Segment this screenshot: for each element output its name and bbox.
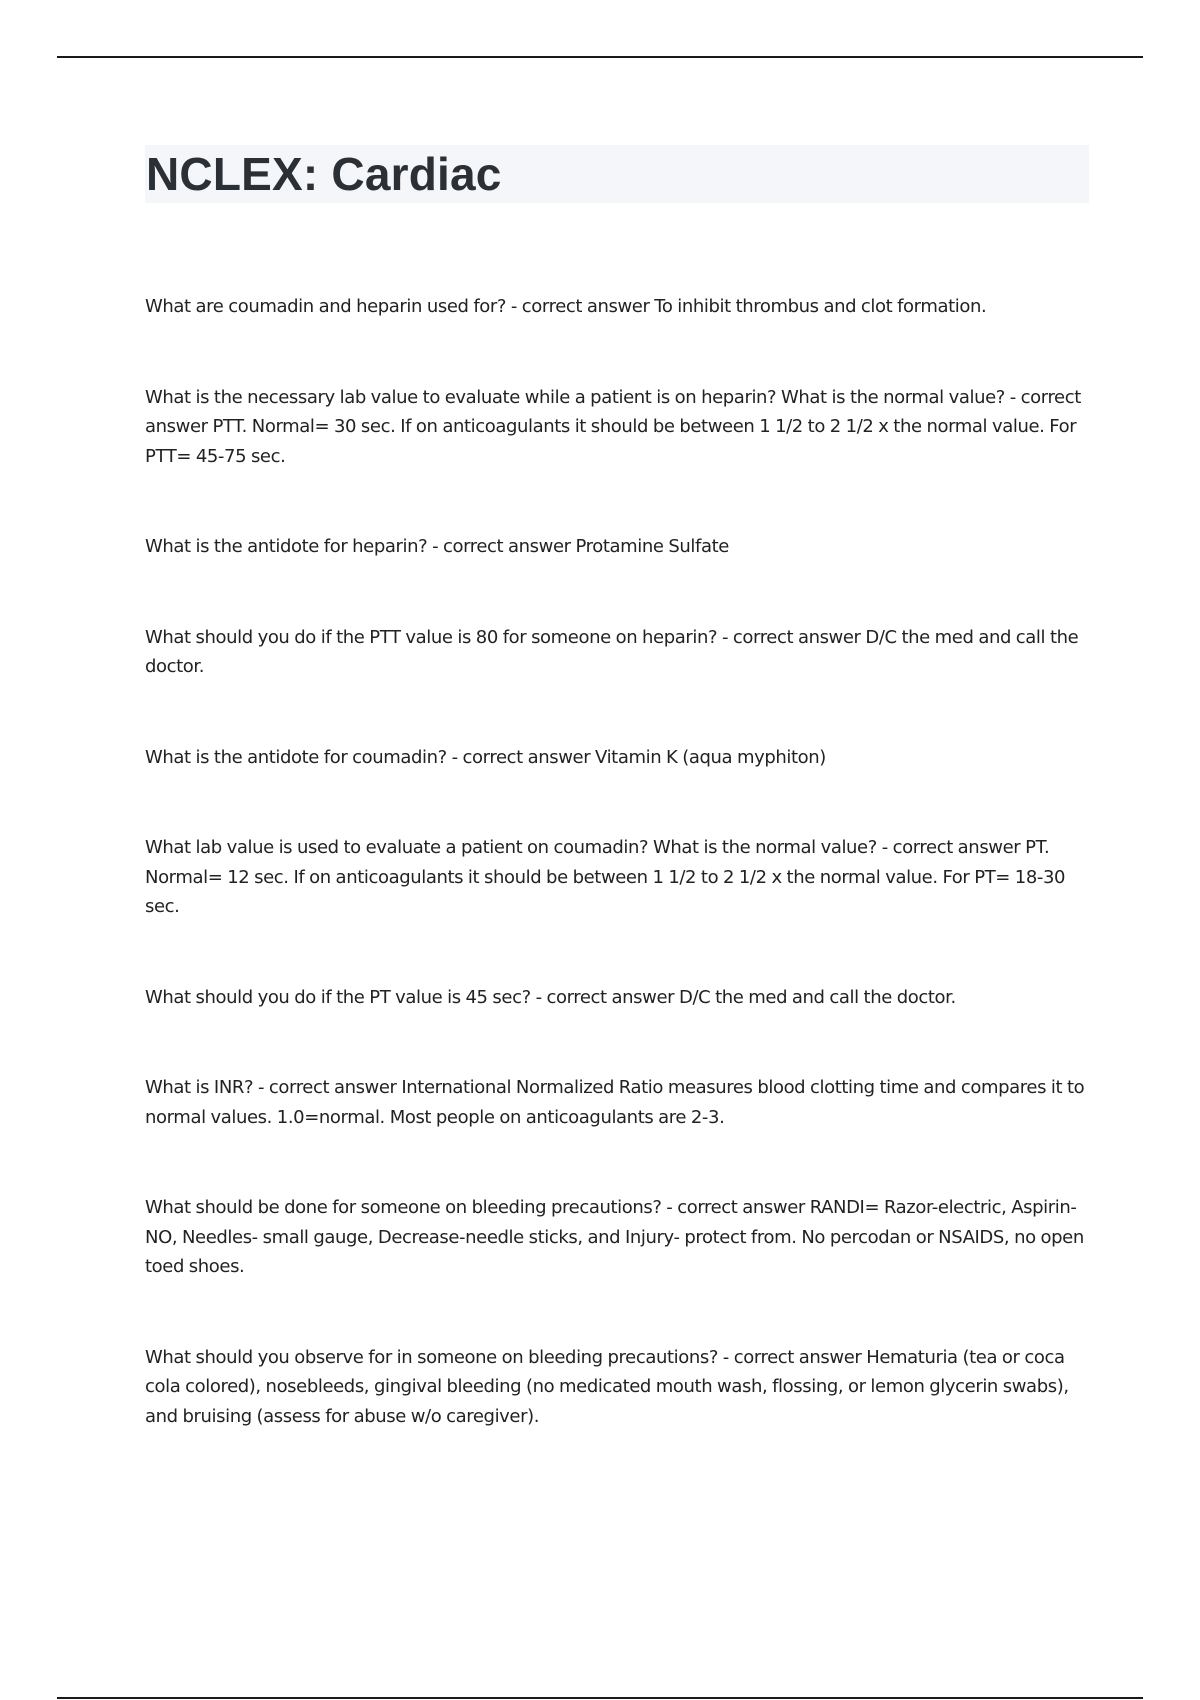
answer-separator: - correct answer (530, 986, 679, 1008)
answer-separator: - correct answer (661, 1197, 810, 1218)
answer-text: PT. Normal= 12 sec. If on anticoagulants it should be between 1 1/2 to 2 1/2 x the normal value. For PT= 18-30 sec. (145, 837, 1066, 917)
answer-text: RANDI= Razor-electric, Aspirin- NO, Needles- small gauge, Decrease-needle sticks, and Injury- protect from. No percodan or NSAIDS, no open toed shoes. (145, 1197, 1084, 1277)
qa-item (145, 383, 1090, 472)
answer-separator: - correct answer (427, 536, 576, 557)
answer-separator: - correct answer (717, 626, 866, 648)
page-title: NCLEX: Cardiac (146, 148, 502, 200)
question-text: What should be done for someone on bleeding precautions? (145, 1197, 662, 1218)
qa-item (145, 1193, 1090, 1282)
answer-text: D/C the med and call the doctor. (678, 986, 956, 1008)
question-text: What is the necessary lab value to evaluate while a patient is on heparin? What is the normal value? (145, 386, 1005, 408)
qa-item (145, 983, 1090, 1013)
qa-item (145, 1073, 1090, 1132)
question-text: What should you do if the PT value is 45 sec? (145, 986, 531, 1008)
qa-item (145, 1343, 1090, 1432)
answer-text: Hematuria (tea or coca cola colored), nosebleeds, gingival bleeding (no medicated mouth wash, flossing, or lemon glycerin swabs), and bruising (assess for abuse w/o caregiver). (145, 1346, 1069, 1427)
answer-separator: - correct answer (145, 386, 1081, 437)
answer-separator: - correct answer (876, 837, 1026, 858)
qa-item (145, 833, 1090, 922)
answer-text: PTT. Normal= 30 sec. If on anticoagulants it should be between 1 1/2 to 2 1/2 x the normal value. For PTT= 45-75 sec. (145, 416, 1077, 467)
bottom-rule (57, 1697, 1143, 1699)
question-text: What should you do if the PTT value is 80 for someone on heparin? (145, 626, 718, 648)
qa-item (145, 743, 1090, 773)
answer-separator: - correct answer (253, 1077, 402, 1098)
qa-item (145, 623, 1090, 682)
question-text: What should you observe for in someone on bleeding precautions? (145, 1346, 718, 1368)
answer-separator: - correct answer (717, 1346, 867, 1368)
answer-text: D/C the med and call the doctor. (145, 626, 1079, 677)
answer-separator: - correct answer (506, 296, 655, 317)
qa-item (145, 532, 1090, 562)
answer-text: International Normalized Ratio measures blood clotting time and compares it to normal values. 1.0=normal. Most people on anticoagulants are 2-3. (145, 1077, 1085, 1128)
top-rule (57, 56, 1143, 58)
answer-separator: - correct answer (446, 746, 596, 768)
qa-item (145, 292, 1090, 322)
question-text: What are coumadin and heparin used for? (145, 296, 507, 317)
answer-text: Vitamin K (aqua myphiton) (595, 746, 826, 768)
question-text: What is INR? (145, 1077, 254, 1098)
answer-text: Protamine Sulfate (575, 536, 729, 557)
question-text: What lab value is used to evaluate a patient on coumadin? What is the normal value? (145, 837, 877, 858)
question-text: What is the antidote for coumadin? (145, 746, 447, 768)
answer-text: To inhibit thrombus and clot formation. (654, 296, 987, 317)
qa-list (145, 292, 1090, 1492)
question-text: What is the antidote for heparin? (145, 536, 428, 557)
